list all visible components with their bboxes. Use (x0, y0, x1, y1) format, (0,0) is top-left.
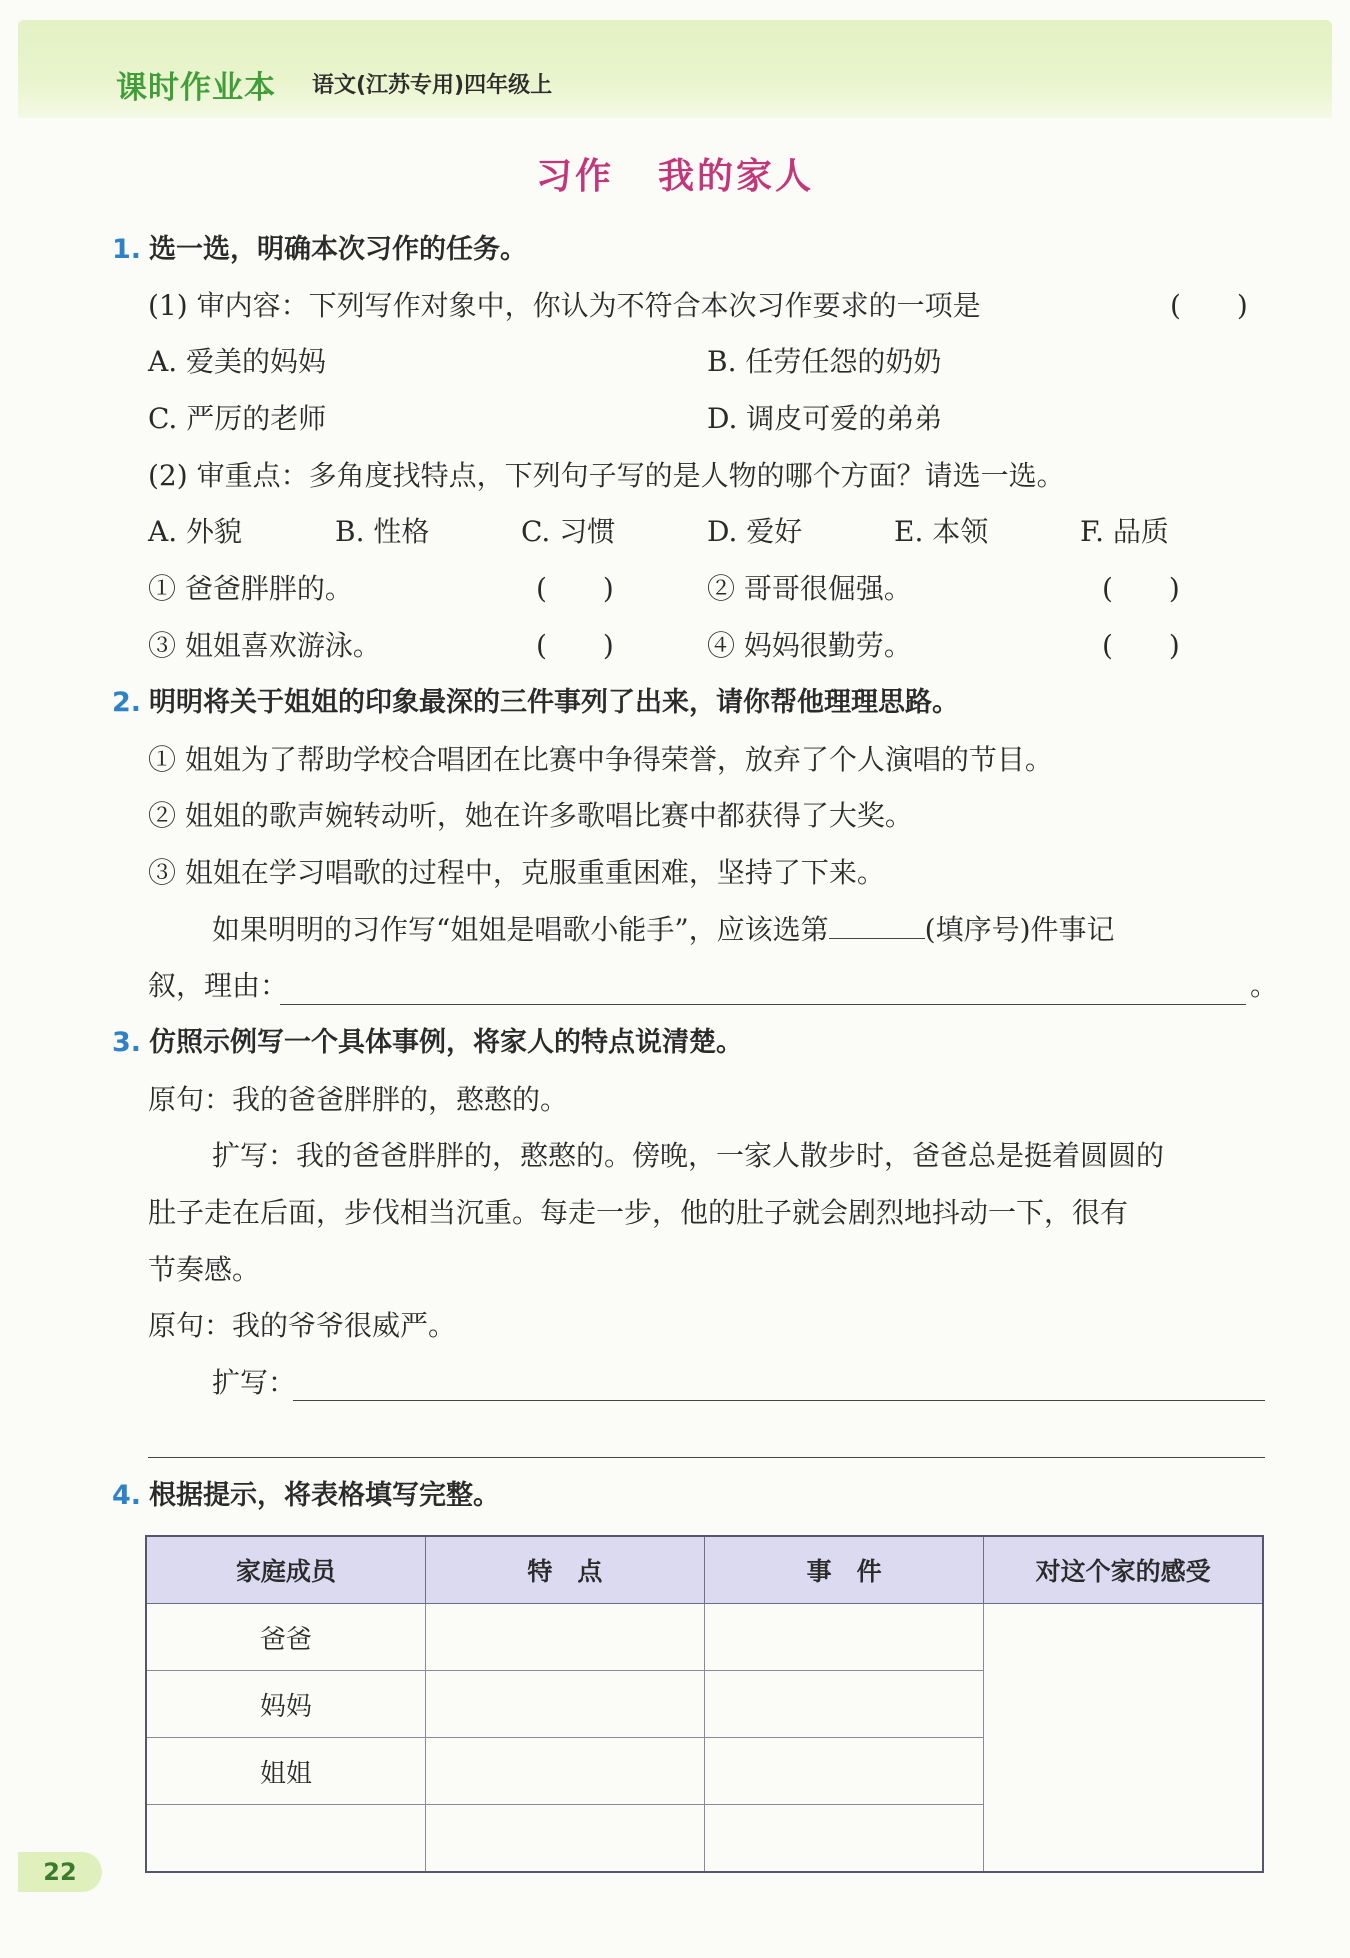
q1-sub2-option-b: B. 性格 (335, 515, 430, 548)
q1-sub2-item-1: ① 爸爸胖胖的。 (148, 572, 353, 605)
header-feeling: 对这个家的感受 (984, 1536, 1263, 1604)
question-3-heading (112, 1023, 743, 1063)
header-trait: 特 点 (425, 1536, 704, 1604)
q3-answer-line-2[interactable] (148, 1457, 1265, 1458)
member-cell[interactable] (146, 1805, 425, 1873)
q2-item-3: ③ 姐姐在学习唱歌的过程中，克服重重困难，坚持了下来。 (148, 856, 885, 889)
q3-answer-line-1[interactable] (293, 1400, 1265, 1401)
q1-option-b: B. 任劳任怨的奶奶 (707, 345, 942, 378)
q3-expand-line-2: 肚子走在后面，步伐相当沉重。每走一步，他的肚子就会剧烈地抖动一下，很有 (148, 1196, 1129, 1229)
brand-title: 课时作业本 (116, 70, 276, 106)
question-1-text: 选一选，明确本次习作的任务。 (149, 234, 528, 265)
question-3-text: 仿照示例写一个具体事例，将家人的特点说清楚。 (149, 1027, 744, 1058)
event-cell[interactable] (705, 1738, 984, 1805)
q2-reason-label: 叙，理由： (148, 969, 289, 1002)
q2-reason-answer-line[interactable] (280, 1004, 1246, 1005)
question-2-number: 2. (112, 687, 142, 718)
title-part-1: 习作 (535, 156, 614, 197)
q1-sub2-item-2: ② 哥哥很倔强。 (707, 572, 912, 605)
trait-cell[interactable] (425, 1738, 704, 1805)
q2-reason-end: 。 (1250, 969, 1279, 1002)
page-title (0, 148, 1350, 199)
member-cell: 爸爸 (146, 1604, 425, 1671)
header-event: 事 件 (705, 1536, 984, 1604)
q1-sub2-item-4: ④ 妈妈很勤劳。 (707, 629, 912, 662)
q2-fill-line (212, 910, 1115, 950)
header-member: 家庭成员 (146, 1536, 425, 1604)
q3-original-1: 原句：我的爸爸胖胖的，憨憨的。 (148, 1083, 569, 1116)
feeling-cell[interactable] (984, 1604, 1263, 1873)
q1-sub2-option-a: A. 外貌 (148, 515, 243, 548)
q1-sub2-item-3: ③ 姐姐喜欢游泳。 (148, 629, 381, 662)
q1-option-a: A. 爱美的妈妈 (148, 345, 327, 378)
question-2-text: 明明将关于姐姐的印象最深的三件事列了出来，请你帮他理理思路。 (149, 687, 960, 718)
q1-sub2-item-3-paren[interactable]: ( ) (536, 629, 614, 662)
q2-fill-prefix: 如果明明的习作写“姐姐是唱歌小能手”，应该选第 (212, 913, 829, 946)
title-part-2: 我的家人 (658, 156, 815, 197)
question-4-text: 根据提示，将表格填写完整。 (149, 1480, 501, 1511)
question-1-heading (112, 230, 527, 270)
event-cell[interactable] (705, 1805, 984, 1873)
q2-item-1: ① 姐姐为了帮助学校合唱团在比赛中争得荣誉，放弃了个人演唱的节目。 (148, 743, 1053, 776)
q1-option-c: C. 严厉的老师 (148, 402, 327, 435)
q2-item-2: ② 姐姐的歌声婉转动听，她在许多歌唱比赛中都获得了大奖。 (148, 799, 913, 832)
q3-original-2: 原句：我的爷爷很威严。 (148, 1309, 457, 1342)
q1-sub2-item-2-paren[interactable]: ( ) (1102, 572, 1180, 605)
q3-expand-line-1: 扩写：我的爸爸胖胖的，憨憨的。傍晚，一家人散步时，爸爸总是挺着圆圆的 (212, 1139, 1165, 1172)
member-cell: 妈妈 (146, 1671, 425, 1738)
q1-sub2-option-d: D. 爱好 (707, 515, 803, 548)
q1-sub1-answer-paren[interactable]: ( ) (1170, 289, 1248, 322)
q1-sub2-item-1-paren[interactable]: ( ) (536, 572, 614, 605)
trait-cell[interactable] (425, 1671, 704, 1738)
page-number: 22 (18, 1852, 102, 1892)
question-2-heading (112, 683, 959, 723)
family-table (145, 1535, 1264, 1873)
trait-cell[interactable] (425, 1604, 704, 1671)
event-cell[interactable] (705, 1604, 984, 1671)
q3-expand-line-3: 节奏感。 (148, 1253, 261, 1286)
q1-sub2-option-f: F. 品质 (1080, 515, 1169, 548)
q3-expand-label: 扩写： (212, 1366, 297, 1399)
question-3-number: 3. (112, 1027, 142, 1058)
trait-cell[interactable] (425, 1805, 704, 1873)
book-subtitle: 语文(江苏专用)四年级上 (312, 73, 553, 98)
q1-sub2-item-4-paren[interactable]: ( ) (1102, 629, 1180, 662)
q1-sub2-option-e: E. 本领 (894, 515, 989, 548)
table-row (146, 1604, 1263, 1671)
question-4-number: 4. (112, 1480, 142, 1511)
q2-fill-suffix: (填序号)件事记 (924, 913, 1115, 946)
q2-fill-blank[interactable] (829, 910, 925, 939)
q1-sub2-text: (2) 审重点：多角度找特点，下列句子写的是人物的哪个方面？请选一选。 (148, 459, 1065, 492)
q1-sub2-option-c: C. 习惯 (521, 515, 616, 548)
table-header-row (146, 1536, 1263, 1604)
event-cell[interactable] (705, 1671, 984, 1738)
member-cell: 姐姐 (146, 1738, 425, 1805)
q1-option-d: D. 调皮可爱的弟弟 (707, 402, 943, 435)
question-4-heading (112, 1476, 500, 1516)
q1-sub1-text: (1) 审内容：下列写作对象中，你认为不符合本次习作要求的一项是 (148, 289, 981, 322)
question-1-number: 1. (112, 234, 142, 265)
